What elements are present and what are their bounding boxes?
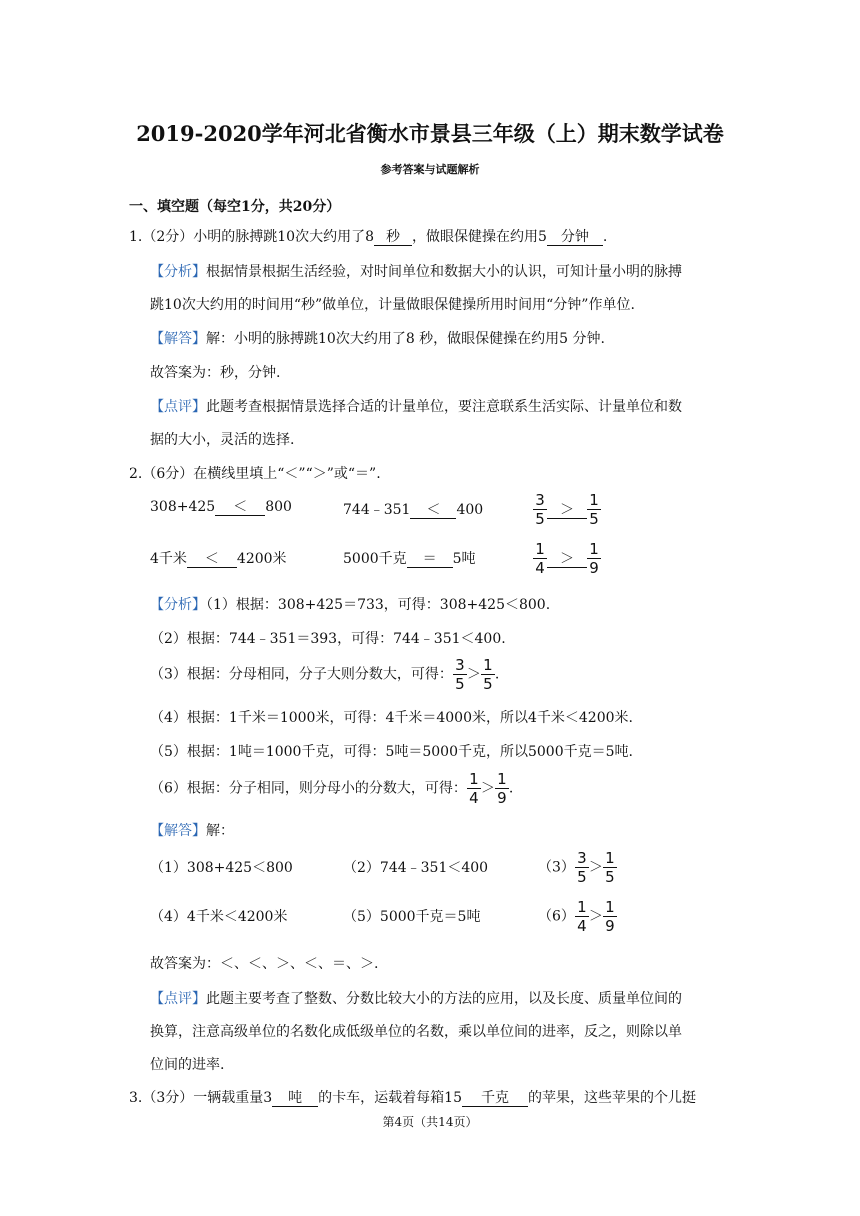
q2-solution: 【解答】解：	[150, 823, 234, 839]
q1-result: 故答案为：秒，分钟.	[150, 365, 281, 381]
solution-tag: 【解答】	[150, 823, 206, 839]
fraction: $\frac{1}{4}$	[467, 771, 481, 806]
q2-solution-item: （6） $\frac{1}{4}$ ＞ $\frac{1}{9}$	[538, 899, 617, 934]
q3-answer-blank-2: 千克	[462, 1090, 528, 1107]
q2-analysis-line: （3）根据：分母相同，分子大则分数大，可得： $\frac{3}{5}$ ＞ $\frac{1}{5}$ .	[150, 656, 500, 693]
fraction: $\frac{3}{5}$	[575, 850, 589, 885]
q2-comment-cont: 位间的进率.	[150, 1057, 225, 1073]
comment-tag: 【点评】	[150, 991, 206, 1007]
q2-answer-blank: ＜	[215, 499, 265, 516]
comment-tag: 【点评】	[150, 399, 206, 415]
fraction: $\frac{3}{5}$	[533, 492, 547, 527]
subtitle: 参考答案与试题解析	[380, 163, 480, 176]
q2-answer-blank: ＝	[407, 551, 453, 568]
q3-answer-blank-1: 吨	[272, 1090, 318, 1107]
fraction: $\frac{3}{5}$	[453, 657, 467, 692]
q1-analysis-cont: 跳10次大约用的时间用“秒”做单位，计量做眼保健操所用时间用“分钟”作单位.	[150, 297, 635, 313]
q2-solution-item: （2）744﹣351＜400	[343, 860, 489, 876]
fraction: $\frac{1}{9}$	[495, 771, 509, 806]
q2-item: 4千米 ＜ 4200米	[150, 551, 287, 567]
q2-item: 744﹣351 ＜ 400	[343, 502, 484, 518]
page-title: 2019-2020学年河北省衡水市景县三年级（上）期末数学试卷	[136, 121, 724, 146]
q2-item: 5000千克 ＝ 5吨	[343, 551, 476, 567]
fraction: $\frac{1}{4}$	[575, 899, 589, 934]
solution-tag: 【解答】	[150, 331, 206, 347]
q2-answer-blank: ＜	[187, 551, 237, 568]
q2-solution-item: （4）4千米＜4200米	[150, 909, 288, 925]
q1-solution: 【解答】解：小明的脉搏跳10次大约用了8 秒，做眼保健操在约用5 分钟.	[150, 331, 605, 347]
q2-analysis-line: （4）根据：1千米＝1000米，可得：4千米＝4000米，所以4千米＜4200米.	[150, 710, 633, 726]
q3-stem: 3.（3分）一辆载重量3 吨 的卡车，运载着每箱15 千克 的苹果，这些苹果的个儿挺	[129, 1090, 696, 1106]
fraction: $\frac{1}{5}$	[481, 657, 495, 692]
q2-answer-blank: ＞	[547, 551, 587, 568]
q2-stem: 2.（6分）在横线里填上“＜”“＞”或“＝”.	[129, 466, 381, 482]
q2-analysis-line: （2）根据：744﹣351＝393，可得：744﹣351＜400.	[150, 631, 506, 647]
q2-analysis: 【分析】（1）根据：308+425＝733，可得：308+425＜800.	[150, 597, 551, 613]
q1-stem: 1.（2分）小明的脉搏跳10次大约用了8 秒 ，做眼保健操在约用5 分钟 .	[129, 229, 608, 245]
q2-answer-blank: ＞	[547, 502, 587, 519]
q2-answer-blank: ＜	[410, 502, 456, 519]
q1-answer-blank-2: 分钟	[547, 229, 603, 246]
analysis-tag: 【分析】	[150, 597, 206, 613]
q1-analysis: 【分析】根据情景根据生活经验，对时间单位和数据大小的认识，可知计量小明的脉搏	[150, 264, 682, 280]
q2-solution-item: （5）5000千克＝5吨	[343, 909, 481, 925]
q2-comment-cont: 换算，注意高级单位的名数化成低级单位的名数，乘以单位间的进率，反之，则除以单	[150, 1024, 682, 1040]
section-heading: 一、填空题（每空1分，共20分）	[129, 199, 341, 215]
q2-comment: 【点评】此题主要考查了整数、分数比较大小的方法的应用，以及长度、质量单位间的	[150, 991, 682, 1007]
fraction: $\frac{1}{9}$	[587, 541, 601, 576]
fraction: $\frac{1}{4}$	[533, 541, 547, 576]
page-footer: 第4页（共14页）	[382, 1115, 478, 1129]
q1-comment: 【点评】此题考查根据情景选择合适的计量单位，要注意联系生活实际、计量单位和数	[150, 399, 682, 415]
q2-item-fraction	[533, 492, 601, 527]
q2-solution-item: （3） $\frac{3}{5}$ ＞ $\frac{1}{5}$	[538, 850, 617, 885]
q2-analysis-line: （6）根据：分子相同，则分母小的分数大，可得： $\frac{1}{4}$ ＞ $\frac{1}{9}$ .	[150, 770, 514, 807]
q1-comment-cont: 据的大小，灵活的选择.	[150, 432, 295, 448]
fraction: $\frac{1}{5}$	[587, 492, 601, 527]
q2-item-fraction	[533, 541, 601, 576]
fraction: $\frac{1}{9}$	[603, 899, 617, 934]
q2-item: 308+425 ＜ 800	[150, 499, 292, 515]
q2-solution-item: （1）308+425＜800	[150, 860, 293, 876]
analysis-tag: 【分析】	[150, 264, 206, 280]
q2-analysis-line: （5）根据：1吨＝1000千克，可得：5吨＝5000千克，所以5000千克＝5吨.	[150, 744, 633, 760]
q2-result: 故答案为：＜、＜、＞、＜、＝、＞.	[150, 956, 379, 972]
q1-answer-blank-1: 秒	[374, 229, 412, 246]
fraction: $\frac{1}{5}$	[603, 850, 617, 885]
